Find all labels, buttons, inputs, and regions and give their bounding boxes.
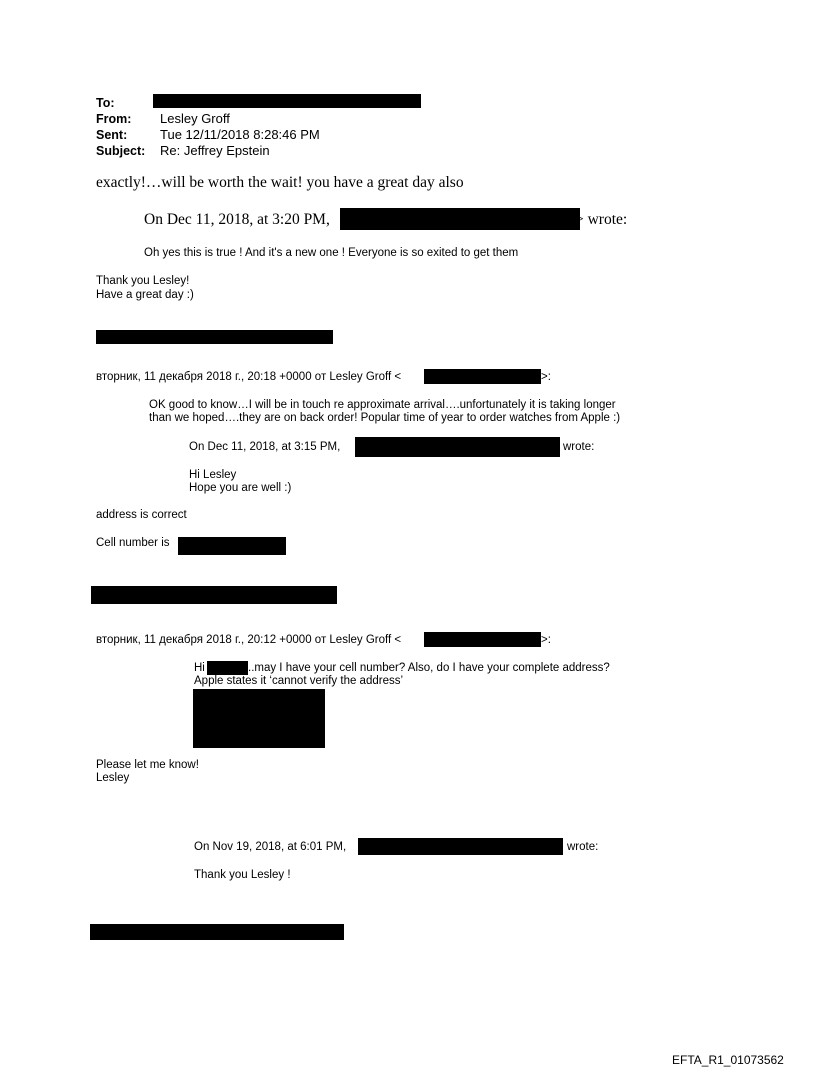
quote1-text: Oh yes this is true ! And it's a new one ! Everyone is so exited to get them — [144, 247, 519, 259]
thanks-line-2: Have a great day :) — [96, 289, 194, 301]
quote1-intro-suffix: > wrote: — [575, 211, 628, 228]
reply-top: exactly!…will be worth the wait! you have a great day also — [96, 174, 464, 191]
cell-number-is: Cell number is — [96, 537, 170, 549]
from-value: Lesley Groff — [160, 111, 230, 126]
redacted-email-2 — [424, 632, 541, 647]
redacted-sender-1 — [340, 208, 580, 230]
quote3-intro-prefix: On Nov 19, 2018, at 6:01 PM, — [194, 841, 347, 853]
hi-prefix: Hi — [194, 662, 205, 674]
please-let-know: Please let me know! — [96, 759, 199, 771]
document-id: EFTA_R1_01073562 — [672, 1053, 784, 1067]
quote2-intro-suffix: wrote: — [563, 441, 595, 453]
to-label: To: — [96, 96, 115, 110]
ask-line-2: Apple states it ‘cannot verify the address’ — [194, 675, 404, 687]
subject-label: Subject: — [96, 144, 146, 158]
redacted-signature-2 — [91, 586, 337, 604]
subject-value: Re: Jeffrey Epstein — [160, 143, 270, 158]
address-correct: address is correct — [96, 509, 187, 521]
redacted-address-block — [193, 689, 325, 748]
redacted-cell-number — [178, 537, 286, 555]
hi-lesley: Hi Lesley — [189, 469, 237, 481]
ru-header-1-prefix: вторник, 11 декабря 2018 г., 20:18 +0000 от Lesley Groff < — [96, 371, 402, 383]
lesley-msg-line-1: OK good to know…I will be in touch re approximate arrival….unfortunately it is taking longer — [149, 399, 616, 411]
redacted-sender-3 — [358, 838, 563, 855]
ask-line-1-rest: ..may I have your cell number? Also, do I have your complete address? — [248, 662, 610, 674]
sent-label: Sent: — [96, 128, 128, 142]
ru-header-1-suffix: >: — [541, 371, 551, 383]
redacted-signature-3 — [90, 924, 344, 940]
hope-well: Hope you are well :) — [189, 482, 292, 494]
lesley-msg-line-2: than we hoped….they are on back order! Popular time of year to order watches from Apple :) — [149, 412, 621, 424]
quote2-intro-prefix: On Dec 11, 2018, at 3:15 PM, — [189, 441, 341, 453]
redacted-email-1 — [424, 369, 541, 384]
thank-you-lesley: Thank you Lesley ! — [194, 869, 291, 881]
sign-lesley: Lesley — [96, 772, 130, 784]
redacted-name — [207, 661, 248, 675]
thanks-line-1: Thank you Lesley! — [96, 275, 190, 287]
sent-value: Tue 12/11/2018 8:28:46 PM — [160, 127, 320, 142]
redacted-recipient — [153, 94, 421, 108]
quote1-intro-prefix: On Dec 11, 2018, at 3:20 PM, — [144, 211, 330, 228]
quote3-intro-suffix: wrote: — [567, 841, 599, 853]
ru-header-2-prefix: вторник, 11 декабря 2018 г., 20:12 +0000 от Lesley Groff < — [96, 634, 402, 646]
redacted-signature-1 — [96, 330, 333, 344]
from-label: From: — [96, 112, 132, 126]
redacted-sender-2 — [355, 437, 560, 457]
ru-header-2-suffix: >: — [541, 634, 551, 646]
